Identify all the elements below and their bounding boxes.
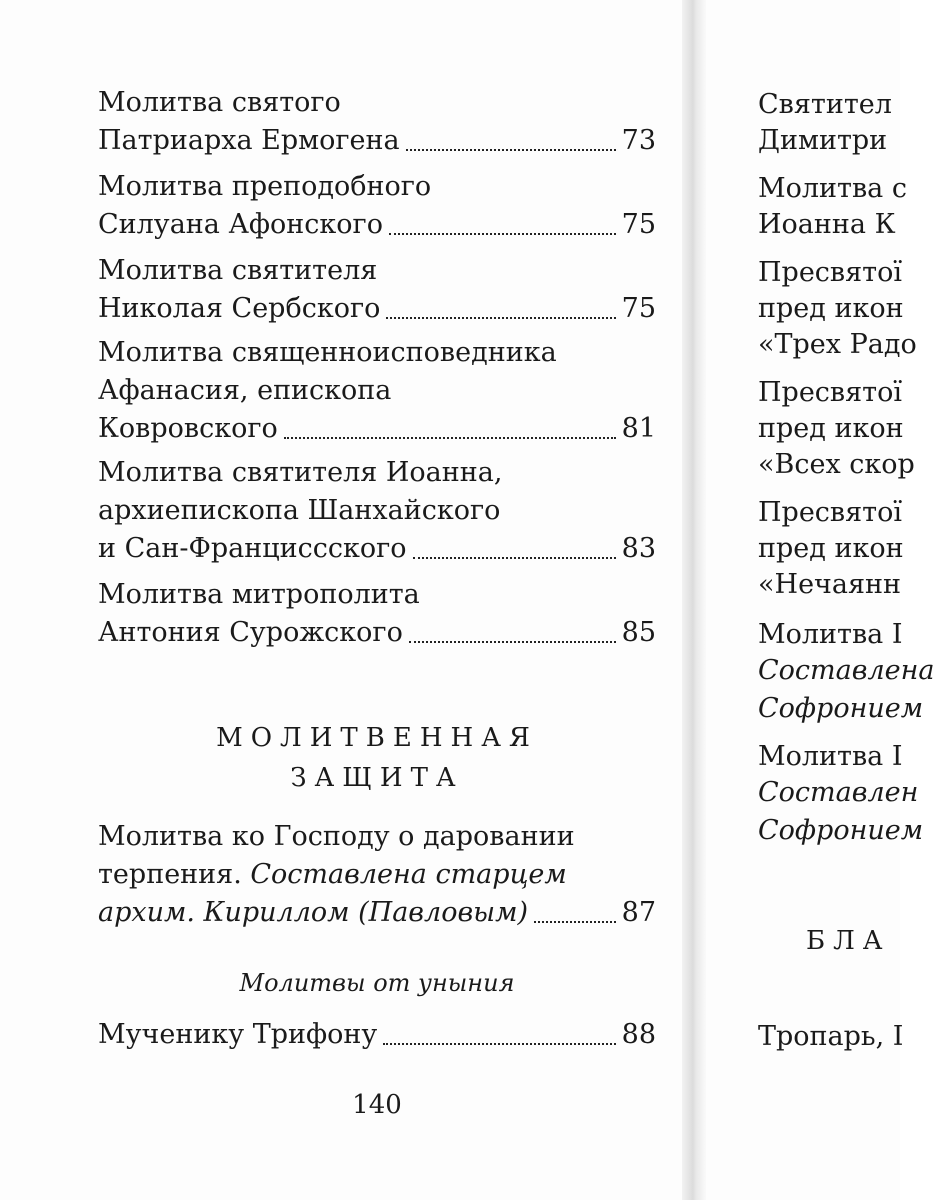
page-number: 73	[621, 125, 656, 156]
toc-entry-line: архиепископа Шанхайского	[98, 495, 501, 526]
page-number: 85	[621, 617, 656, 648]
toc-entry-line: Святител	[758, 89, 892, 120]
section-title: БЛА	[806, 926, 891, 956]
toc-entry-lastline	[98, 410, 656, 448]
toc-entry-author: архим. Кириллом (Павловым)	[98, 897, 529, 928]
toc-entry-line: Молитва с	[758, 173, 907, 204]
toc-entry-line: Составлен	[758, 777, 919, 808]
toc-entry-line: Пресвятої	[758, 377, 902, 408]
page-number: 75	[621, 293, 656, 324]
toc-entry	[98, 1016, 656, 1054]
toc-entry-line: Молитва святителя	[98, 255, 378, 286]
toc-entry-line: Пресвятої	[758, 497, 902, 528]
toc-entry-line: Тропарь, I	[758, 1021, 904, 1052]
section-title-line: МОЛИТВЕННАЯ	[216, 723, 538, 753]
toc-entry	[98, 818, 656, 932]
toc-entry-line: пред икон	[758, 293, 904, 324]
right-page	[706, 0, 935, 1200]
page-number: 75	[621, 209, 656, 240]
toc-entry-line: Николая Сербского	[98, 293, 381, 324]
toc-entry-line: Молитва святителя Иоанна,	[98, 457, 503, 488]
toc-entry-line: Пресвятої	[758, 257, 902, 288]
page-number: 81	[621, 413, 656, 444]
toc-entry-line: Молитва ко Господу о даровании	[98, 821, 575, 852]
toc-entry-line: Софронием	[758, 815, 924, 846]
toc-entry-line: Мученику Трифону	[98, 1019, 378, 1050]
toc-entry-line: Антония Сурожского	[98, 617, 403, 648]
toc-entry-author: Составлена старцем	[250, 859, 567, 890]
toc-entry-line: Ковровского	[98, 413, 278, 444]
dot-leader	[409, 641, 616, 643]
dot-leader	[389, 233, 616, 235]
toc-entry-line: пред икон	[758, 413, 904, 444]
toc-entry	[98, 576, 656, 652]
toc-entry	[98, 454, 656, 568]
toc-entry-lastline	[98, 290, 656, 328]
toc-entry-line: Молитва святого	[98, 87, 341, 118]
toc-entry-line	[98, 856, 656, 894]
toc-entry-line: Молитва I	[758, 619, 903, 650]
section-title-line: ЗАЩИТА	[290, 763, 464, 793]
dot-leader	[284, 437, 616, 439]
subheading: Молитвы от уныния	[239, 969, 515, 997]
toc-entry-lastline	[98, 614, 656, 652]
toc-entry-text: терпения.	[98, 859, 251, 890]
toc-entry-line: Молитва преподобного	[98, 171, 432, 202]
toc-entry-line: Молитва митрополита	[98, 579, 420, 610]
toc-entry	[98, 84, 656, 160]
toc-entry	[98, 252, 656, 328]
page-folio: 140	[352, 1090, 402, 1120]
toc-entry-lastline	[98, 894, 656, 932]
dot-leader	[534, 921, 616, 923]
toc-entry-line: Афанасия, епископа	[98, 375, 392, 406]
page-number: 87	[621, 897, 656, 928]
toc-entry	[98, 168, 656, 244]
toc-entry-line: Силуана Афонского	[98, 209, 383, 240]
toc-entry-line: Составлена	[758, 655, 935, 686]
toc-entry-line: Молитва I	[758, 741, 903, 772]
toc-entry-line: Димитри	[758, 125, 888, 156]
toc-entry-line: и Сан-Франциcсского	[98, 533, 407, 564]
toc-entry-line: Молитва священноисповедника	[98, 337, 557, 368]
toc-entry-line: «Трех Радо	[758, 329, 917, 360]
page-number: 88	[621, 1019, 656, 1050]
toc-entry-lastline	[98, 206, 656, 244]
toc-entry-line: «Всех скор	[758, 449, 915, 480]
book-gutter	[682, 0, 706, 1200]
toc-entry-lastline	[98, 1016, 656, 1054]
toc-entry-line: «Нечаянн	[758, 569, 902, 600]
page-number: 83	[621, 533, 656, 564]
section-title	[98, 718, 656, 798]
dot-leader	[406, 149, 616, 151]
toc-entry-lastline	[98, 122, 656, 160]
toc-entry-line: пред икон	[758, 533, 904, 564]
dot-leader	[386, 317, 615, 319]
toc-entry-line: Софронием	[758, 693, 924, 724]
dot-leader	[383, 1043, 615, 1045]
dot-leader	[413, 557, 616, 559]
toc-entry-lastline	[98, 530, 656, 568]
toc-entry	[98, 334, 656, 448]
toc-entry-line: Иоанна К	[758, 209, 896, 240]
toc-entry-line: Патриарха Ермогена	[98, 125, 400, 156]
